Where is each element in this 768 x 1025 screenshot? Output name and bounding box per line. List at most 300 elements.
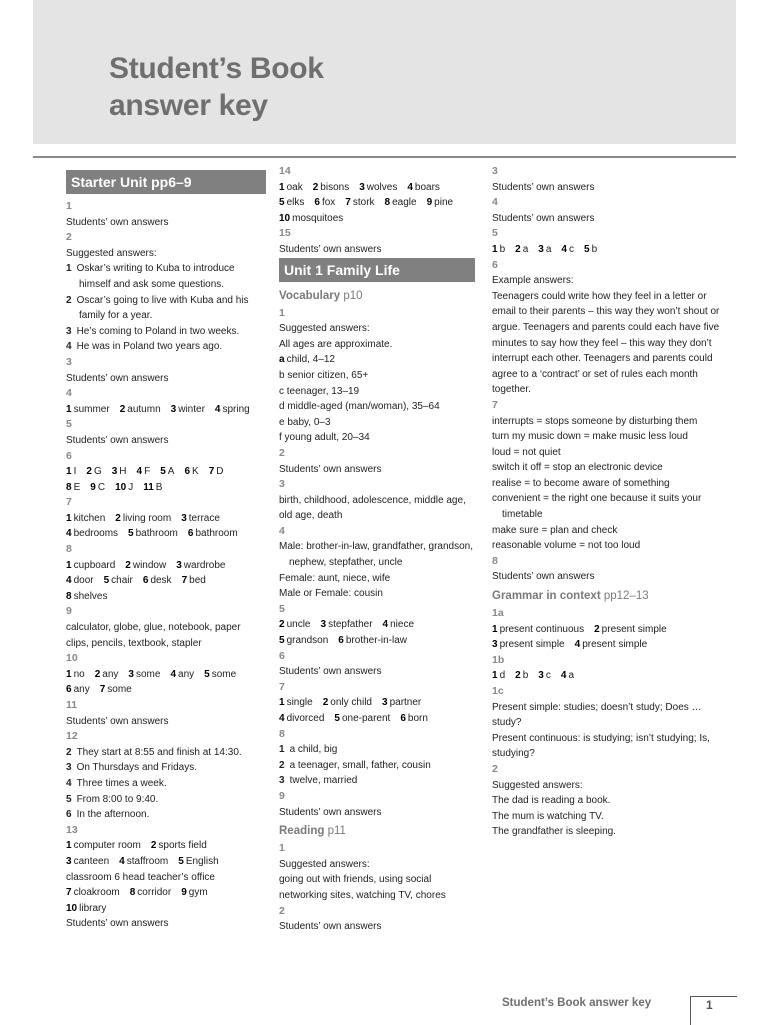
section-title: Reading (279, 825, 325, 838)
answer-number: 5 (160, 466, 166, 478)
answer-number: 2 (94, 668, 101, 680)
answer-value: wolves (366, 181, 398, 193)
numbered-answer (279, 742, 475, 758)
answer-number: 3 (538, 670, 544, 682)
answer-value: summer (73, 403, 110, 415)
answer-number: 3 (181, 512, 187, 524)
question-number: 3 (66, 355, 72, 368)
answer-value: bathroom (195, 528, 238, 540)
answer-text: All ages are approximate. (279, 338, 393, 350)
answer-text: Students’ own answers (279, 666, 382, 678)
section-title: Vocabulary (279, 289, 341, 302)
answer-number: 2 (594, 623, 600, 635)
answer-number: 1 (66, 263, 72, 275)
answer-number: 2 (119, 403, 126, 415)
answer-value: C (97, 481, 106, 493)
question-number: 6 (492, 258, 498, 271)
question-number: 1 (279, 306, 285, 319)
answer-value: present simple (499, 639, 565, 651)
answer-line (66, 854, 266, 870)
question-number: 8 (492, 554, 498, 567)
answer-value: kitchen (73, 512, 106, 524)
answer-number: 6 (338, 635, 344, 647)
answer-line (279, 352, 475, 368)
answer-value: E (73, 481, 81, 493)
answer-value: partner (389, 697, 422, 709)
answer-number: 6 (314, 197, 320, 209)
answer-text: The grandfather is sleeping. (492, 826, 616, 838)
answer-value: fox (321, 197, 336, 209)
answer-text: d middle-aged (man/woman), 35–64 (279, 401, 440, 413)
section-heading (279, 287, 475, 306)
answer-value: b (499, 243, 506, 255)
answer-text: interrupts = stops someone by disturbing them (492, 415, 698, 427)
answer-value: computer room (73, 840, 141, 852)
answer-text: Present continuous: is studying; isn’t studying; Is, studying? (492, 732, 710, 760)
answer-value: a (568, 670, 574, 682)
question-number: 2 (279, 446, 285, 459)
numbered-answer (66, 760, 266, 776)
answer-value: corridor (137, 887, 172, 899)
answer-number: 4 (279, 713, 285, 724)
question-number: 1 (66, 200, 72, 212)
question-number: 4 (66, 387, 72, 400)
answer-value: uncle (286, 619, 311, 631)
answer-number: 4 (119, 855, 125, 867)
numbered-answer (66, 776, 266, 792)
answer-number: 3 (538, 243, 544, 255)
answer-number: 9 (426, 197, 433, 209)
answer-number: 3 (279, 775, 285, 787)
answer-value: terrace (188, 512, 220, 524)
answer-number: 6 (187, 528, 194, 540)
answer-line (492, 622, 724, 638)
answer-text: Example answers: (492, 275, 574, 287)
question-number: 4 (279, 524, 285, 537)
question-number: 8 (66, 543, 72, 556)
answer-value: brother-in-law (345, 635, 407, 647)
answer-number: 1 (279, 181, 285, 193)
answer-line (492, 668, 724, 684)
answer-number: 11 (143, 481, 154, 493)
answer-value: cloakroom (73, 887, 120, 899)
answer-value: staffroom (126, 855, 169, 867)
answer-number: 1 (66, 668, 72, 680)
answer-number: 2 (515, 243, 521, 255)
answer-line (66, 682, 266, 698)
answer-value: present simple (601, 623, 667, 635)
answer-value: I (73, 466, 77, 478)
answer-number: 1 (279, 697, 285, 709)
question-number: 2 (492, 762, 498, 775)
answer-number: 4 (382, 619, 389, 631)
answer-number: 2 (125, 559, 131, 571)
answer-number: 3 (111, 466, 118, 478)
answer-value: window (132, 559, 167, 571)
column-left (66, 164, 266, 932)
answer-number: 3 (66, 762, 72, 774)
question-number: 10 (66, 652, 78, 665)
answer-text: loud = not quiet (492, 446, 561, 458)
answer-value: autumn (127, 403, 161, 415)
question-number: 7 (279, 680, 285, 693)
answer-text: Suggested answers: (279, 323, 370, 335)
answer-text: classroom 6 head teacher’s office (66, 871, 215, 883)
page-number-box (690, 996, 737, 1025)
answer-text: Students’ own answers (66, 715, 169, 727)
answer-text: He’s coming to Poland in two weeks. (76, 325, 240, 337)
answer-text: Suggested answers: (66, 247, 157, 259)
answer-number: 7 (66, 887, 72, 899)
answer-text: switch it off = stop an electronic device (492, 462, 663, 474)
answer-number: 6 (142, 575, 149, 587)
answer-text: Oskar’s writing to Kuba to introduce himself and ask some questions. (76, 263, 235, 290)
answer-value: a (522, 243, 529, 255)
answer-value: any (102, 668, 119, 680)
answer-value: G (93, 466, 102, 478)
answer-value: A (167, 466, 175, 478)
answer-text: Students’ own answers (279, 806, 382, 818)
answer-value: only child (330, 697, 372, 709)
answer-text: turn my music down = make music less loud (492, 431, 688, 443)
answer-text: Teenagers could write how they feel in a letter or email to their parents – this way they won’t shout or argue. Teenagers and parents could each have five minutes to say how they feel – this way they don’t interrupt each other. Teenagers and parents could agree to a ‘contract’ or set of rules each month together. (492, 290, 720, 396)
answer-value: mosquitoes (292, 212, 344, 224)
question-number: 2 (279, 904, 285, 917)
answer-value: living room (122, 512, 172, 524)
answer-value: c (569, 243, 574, 255)
answer-number: 3 (66, 855, 72, 867)
answer-text: Present simple: studies; doesn’t study; Does … study? (492, 701, 702, 729)
answer-text: going out with friends, using social networking sites, watching TV, chores (279, 874, 446, 901)
answer-value: some (211, 668, 237, 680)
answer-text: Female: aunt, niece, wife (279, 572, 391, 584)
answer-number: 1 (492, 623, 498, 635)
answer-value: elks (286, 197, 305, 209)
answer-number: 1 (492, 243, 498, 255)
answer-number: 1 (66, 403, 72, 415)
answer-number: 5 (334, 713, 340, 724)
answer-line (66, 573, 266, 589)
answer-number: 10 (115, 481, 127, 493)
header-divider (33, 156, 736, 158)
answer-value: a (545, 243, 552, 255)
answer-number: 1 (492, 670, 498, 682)
answer-value: winter (178, 403, 205, 415)
section-pages: p10 (343, 289, 363, 302)
answer-text: b senior citizen, 65+ (279, 369, 369, 381)
answer-number: 1 (66, 559, 72, 571)
answer-text: Students’ own answers (66, 434, 169, 446)
answer-line (279, 711, 475, 727)
answer-line (66, 402, 266, 418)
answer-text: On Thursdays and Fridays. (76, 762, 197, 774)
question-number: 1 (279, 842, 285, 855)
section-heading (279, 822, 475, 841)
answer-number: 1 (66, 466, 72, 478)
answer-text: Students’ own answers (279, 243, 382, 255)
question-number: 8 (279, 727, 285, 740)
answer-value: b (591, 243, 598, 255)
answer-text: calculator, globe, glue, notebook, paper clips, pencils, textbook, stapler (66, 622, 241, 649)
answer-number: 6 (66, 809, 72, 821)
answer-value: shelves (73, 590, 108, 602)
answer-number: 1 (66, 512, 72, 524)
answer-value: bisons (320, 181, 350, 193)
numbered-answer (279, 773, 475, 789)
answer-text: Students’ own answers (492, 212, 595, 224)
page-number: 1 (706, 998, 713, 1012)
answer-value: d (499, 670, 506, 682)
answer-line (66, 480, 266, 496)
answer-value: spring (222, 403, 250, 415)
answer-line (279, 633, 475, 649)
numbered-answer (66, 339, 266, 355)
answer-number: 4 (66, 575, 72, 587)
answer-value: library (79, 902, 107, 914)
question-number: 6 (279, 649, 285, 662)
answer-number: 3 (66, 325, 72, 337)
question-number: 14 (279, 165, 291, 177)
answer-text: e baby, 0–3 (279, 416, 331, 428)
answer-number: 5 (66, 793, 72, 805)
answer-number: 1 (66, 840, 72, 852)
answer-text: realise = to become aware of something (492, 477, 670, 489)
answer-value: stepfather (328, 619, 373, 631)
numbered-answer (279, 758, 475, 774)
answer-text: Students’ own answers (66, 372, 169, 384)
answer-value: J (128, 481, 134, 493)
numbered-answer (66, 324, 266, 340)
answer-value: boars (414, 181, 440, 193)
answer-text: twelve, married (289, 775, 358, 787)
answer-number: a (279, 354, 285, 366)
answer-value: b (522, 670, 529, 682)
answer-text: The dad is reading a book. (492, 795, 611, 807)
answer-number: 2 (66, 294, 72, 306)
answer-value: present continuous (499, 623, 585, 635)
answer-value: no (73, 668, 85, 680)
answer-line (66, 885, 266, 901)
answer-text: make sure = plan and check (492, 524, 618, 536)
answer-number: 5 (103, 575, 110, 587)
answer-number: 3 (492, 639, 498, 651)
answer-value: B (155, 481, 163, 493)
answer-number: 4 (561, 243, 567, 255)
answer-text: Suggested answers: (279, 858, 370, 870)
answer-line (66, 901, 266, 917)
answer-number: 6 (400, 713, 406, 724)
answer-number: 7 (345, 197, 351, 209)
answer-value: chair (111, 575, 133, 587)
numbered-answer (66, 807, 266, 823)
answer-text: The mum is watching TV. (492, 810, 604, 822)
answer-value: F (144, 466, 151, 478)
answer-value: some (135, 668, 161, 680)
answer-number: 3 (170, 403, 177, 415)
answer-text: f young adult, 20–34 (279, 432, 370, 444)
answer-value: bed (189, 575, 206, 587)
answer-number: 9 (90, 481, 96, 493)
answer-text: Students’ own answers (279, 463, 382, 475)
answer-number: 6 (66, 684, 72, 696)
numbered-answer (66, 261, 266, 292)
answer-line (279, 617, 475, 633)
answer-number: 2 (322, 697, 329, 709)
answer-number: 2 (86, 466, 92, 478)
question-number: 12 (66, 730, 78, 743)
question-number: 11 (66, 699, 78, 711)
question-number: 1b (492, 653, 505, 666)
answer-line (66, 511, 266, 527)
answer-value: stork (352, 197, 375, 209)
question-number: 5 (492, 227, 498, 240)
answer-number: 4 (136, 466, 143, 478)
section-pages: pp12–13 (603, 590, 649, 603)
answer-value: oak (286, 181, 303, 193)
column-right (492, 164, 724, 840)
answer-text: a child, big (289, 744, 338, 756)
answer-number: 2 (115, 512, 121, 524)
question-number: 7 (492, 398, 498, 411)
answer-line (66, 526, 266, 542)
answer-value: born (407, 713, 428, 724)
answer-text: Suggested answers: (492, 779, 583, 791)
answer-line (279, 195, 475, 211)
numbered-answer (66, 745, 266, 761)
answer-value: door (73, 575, 94, 587)
answer-text: Students’ own answers (66, 918, 169, 930)
answer-number: 5 (279, 197, 285, 209)
answer-value: H (119, 466, 127, 478)
answer-value: pine (434, 197, 454, 209)
answer-text: Students’ own answers (492, 181, 595, 193)
answer-text: Three times a week. (76, 777, 167, 789)
answer-number: 4 (214, 403, 221, 415)
numbered-answer (66, 293, 266, 324)
footer-label: Student’s Book answer key (502, 997, 652, 1009)
answer-line (279, 180, 475, 196)
question-number: 3 (492, 165, 498, 177)
answer-number: 4 (66, 528, 72, 540)
answer-value: child, 4–12 (286, 354, 335, 366)
answer-number: 7 (208, 466, 215, 478)
answer-text: a teenager, small, father, cousin (289, 759, 431, 771)
answer-number: 3 (359, 181, 365, 193)
answer-value: any (178, 668, 195, 680)
question-number: 5 (66, 418, 72, 431)
answer-text: Students’ own answers (492, 571, 595, 583)
answer-number: 4 (66, 777, 72, 789)
answer-line (492, 637, 724, 653)
answer-value: sports field (158, 840, 207, 852)
answer-value: c (545, 670, 551, 682)
answer-text: From 8:00 to 9:40. (76, 793, 159, 805)
answer-text: Oscar’s going to live with Kuba and his family for a year. (76, 294, 249, 322)
unit-heading: Starter Unit pp6–9 (66, 170, 266, 194)
answer-number: 5 (204, 668, 210, 680)
section-pages: p11 (327, 825, 346, 838)
answer-number: 4 (574, 639, 581, 651)
answer-number: 5 (178, 855, 184, 867)
answer-value: D (216, 466, 224, 478)
answer-value: present simple (582, 639, 648, 651)
answer-number: 5 (584, 243, 590, 255)
answer-value: canteen (73, 855, 110, 867)
question-number: 5 (279, 602, 285, 615)
answer-line (66, 558, 266, 574)
answer-number: 3 (128, 668, 134, 680)
answer-value: desk (150, 575, 172, 587)
answer-number: 3 (176, 559, 182, 571)
page-title (109, 50, 324, 124)
answer-number: 3 (382, 697, 388, 709)
answer-line (279, 211, 475, 227)
question-number: 15 (279, 227, 291, 240)
answer-number: 7 (181, 575, 188, 587)
answer-value: gym (188, 887, 208, 899)
answer-number: 3 (320, 619, 327, 631)
question-number: 1a (492, 607, 504, 620)
answer-value: niece (390, 619, 415, 631)
answer-text: In the afternoon. (76, 809, 150, 821)
answer-number: 2 (150, 840, 157, 852)
answer-number: 4 (170, 668, 176, 680)
answer-line (66, 464, 266, 480)
answer-text: Students’ own answers (279, 921, 382, 933)
answer-text: They start at 8:55 and finish at 14:30. (76, 746, 242, 758)
answer-number: 5 (128, 528, 134, 540)
section-heading (492, 587, 724, 606)
answer-number: 4 (560, 670, 567, 682)
answer-value: English (185, 855, 219, 867)
answer-number: 10 (66, 902, 78, 914)
question-number: 7 (66, 496, 72, 509)
question-number: 6 (66, 449, 72, 462)
answer-number: 10 (279, 212, 291, 224)
answer-value: wardrobe (183, 559, 226, 571)
answer-text: He was in Poland two years ago. (76, 341, 223, 353)
answer-value: any (73, 684, 90, 696)
answer-line (492, 242, 724, 258)
question-number: 9 (66, 605, 72, 618)
answer-number: 2 (515, 670, 521, 682)
answer-value: one-parent (341, 713, 391, 724)
question-number: 1c (492, 685, 504, 697)
answer-number: 9 (181, 887, 187, 899)
answer-line (66, 838, 266, 854)
title-line-1: Student’s Book (109, 52, 324, 85)
answer-number: 8 (66, 481, 72, 493)
answer-text: birth, childhood, adolescence, middle age, old age, death (279, 494, 466, 522)
answer-number: 8 (129, 887, 136, 899)
answer-text: Students’ own answers (66, 216, 169, 228)
answer-number: 1 (279, 744, 285, 756)
answer-line (66, 589, 266, 605)
answer-value: some (107, 684, 132, 696)
question-number: 4 (492, 196, 498, 209)
answer-number: 8 (66, 590, 72, 602)
answer-value: bedrooms (73, 528, 119, 540)
answer-number: 7 (99, 684, 106, 696)
answer-number: 6 (184, 466, 191, 478)
answer-text: Male or Female: cousin (279, 588, 383, 600)
title-line-2: answer key (109, 89, 268, 122)
answer-value: cupboard (73, 559, 116, 571)
answer-value: eagle (392, 197, 417, 209)
answer-value: K (192, 466, 199, 478)
numbered-answer (66, 792, 266, 808)
answer-text: reasonable volume = not too loud (492, 540, 641, 552)
